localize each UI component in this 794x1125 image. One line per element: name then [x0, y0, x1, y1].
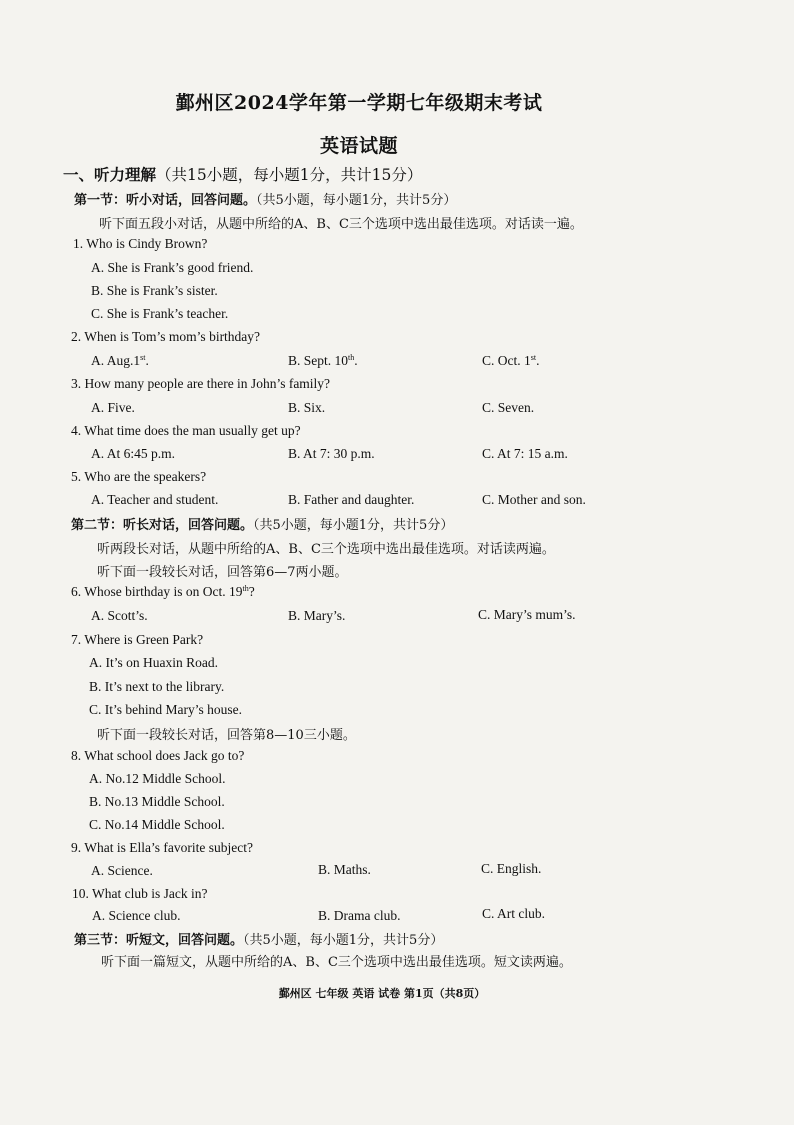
- q2-a-post: .: [145, 353, 149, 368]
- page-footer: [0, 985, 794, 1001]
- q2-b-text: B. Sept. 10: [288, 353, 349, 368]
- section2-title-label: 第二节：听长对话，回答问题。: [71, 518, 254, 533]
- q2-b-post: .: [354, 353, 358, 368]
- q6-stem-text: 6. Whose birthday is on Oct. 19: [71, 584, 243, 599]
- q7-option-b: B. It’s next to the library.: [89, 679, 225, 694]
- section3-title: [74, 929, 443, 948]
- q1-stem: 1. Who is Cindy Brown?: [73, 236, 208, 251]
- q2-b-sup: th: [348, 353, 355, 362]
- q4-option-c: C. At 7: 15 a.m.: [482, 446, 568, 461]
- q7-option-a: A. It’s on Huaxin Road.: [89, 655, 218, 670]
- q9-option-b: B. Maths.: [318, 862, 371, 877]
- q2-c-post: .: [536, 353, 540, 368]
- q10-stem: 10. What club is Jack in?: [72, 886, 208, 901]
- q6-option-c: C. Mary’s mum’s.: [478, 607, 576, 622]
- q6-option-b: B. Mary’s.: [288, 608, 346, 623]
- q10-option-c: C. Art club.: [482, 906, 545, 921]
- section2-title: [71, 514, 453, 533]
- section3-title-label: 第三节：听短文，回答问题。: [74, 933, 244, 948]
- q2-a-sup: st: [140, 353, 146, 362]
- q6-stem: [71, 584, 255, 600]
- q5-option-a: A. Teacher and student.: [91, 492, 219, 507]
- q2-stem: 2. When is Tom’s mom’s birthday?: [71, 329, 261, 344]
- q2-a-text: A. Aug.1: [91, 353, 141, 368]
- q9-stem: 9. What is Ella’s favorite subject?: [71, 840, 253, 855]
- section2-lead-2: 听下面一段较长对话，回答第8—10三小题。: [97, 728, 356, 743]
- q2-c-text: C. Oct. 1: [482, 353, 531, 368]
- section3-note: （共5小题，每小题1分，共计5分）: [243, 933, 444, 948]
- q8-option-c: C. No.14 Middle School.: [89, 817, 225, 832]
- q4-option-a: A. At 6:45 p.m.: [91, 446, 176, 461]
- part1-heading-label: 一、听力理解: [63, 165, 157, 184]
- part1-heading: [63, 163, 422, 185]
- q3-option-a: A. Five.: [91, 400, 135, 415]
- q10-option-b: B. Drama club.: [318, 908, 401, 923]
- section2-instruction: 听两段长对话，从题中所给的A、B、C三个选项中选出最佳选项。对话读两遍。: [97, 542, 555, 557]
- section2-note: （共5小题，每小题1分，共计5分）: [253, 518, 454, 533]
- q7-option-c: C. It’s behind Mary’s house.: [89, 702, 242, 717]
- q3-stem: 3. How many people are there in John’s family?: [71, 376, 331, 391]
- q1-option-b: B. She is Frank’s sister.: [91, 283, 218, 298]
- q2-option-b: [288, 353, 358, 369]
- section1-note: （共5小题，每小题1分，共计5分）: [256, 193, 457, 208]
- q5-option-c: C. Mother and son.: [482, 492, 586, 507]
- q3-option-b: B. Six.: [288, 400, 326, 415]
- q1-option-c: C. She is Frank’s teacher.: [91, 306, 229, 321]
- q1-option-a: A. She is Frank’s good friend.: [91, 260, 254, 275]
- section1-instruction: 听下面五段小对话，从题中所给的A、B、C三个选项中选出最佳选项。对话读一遍。: [99, 217, 583, 232]
- q4-option-b: B. At 7: 30 p.m.: [288, 446, 375, 461]
- exam-title: 鄞州区2024学年第一学期七年级期末考试: [175, 92, 543, 114]
- part1-heading-note: （共15小题，每小题1分，共计15分）: [156, 166, 423, 184]
- q8-stem: 8. What school does Jack go to?: [71, 748, 245, 763]
- q2-option-a: [91, 353, 149, 369]
- q3-option-c: C. Seven.: [482, 400, 535, 415]
- q6-option-a: A. Scott’s.: [91, 608, 148, 623]
- page-footer-text: 鄞州区 七年级 英语 试卷 第1页（共8页）: [278, 987, 486, 1000]
- q8-option-a: A. No.12 Middle School.: [89, 771, 226, 786]
- section1-title: [74, 189, 456, 208]
- section3-instruction: 听下面一篇短文，从题中所给的A、B、C三个选项中选出最佳选项。短文读两遍。: [101, 955, 572, 970]
- q9-option-c: C. English.: [481, 861, 542, 876]
- q2-option-c: [482, 353, 539, 369]
- q2-c-sup: st: [530, 353, 537, 362]
- q5-option-b: B. Father and daughter.: [288, 492, 415, 507]
- section2-lead-1: 听下面一段较长对话，回答第6—7两小题。: [97, 565, 348, 580]
- q7-stem: 7. Where is Green Park?: [71, 632, 204, 647]
- q8-option-b: B. No.13 Middle School.: [89, 794, 225, 809]
- q6-stem-post: ?: [248, 584, 255, 599]
- q9-option-a: A. Science.: [91, 863, 153, 878]
- q10-option-a: A. Science club.: [92, 908, 181, 923]
- q4-stem: 4. What time does the man usually get up?: [71, 423, 301, 438]
- q5-stem: 5. Who are the speakers?: [71, 469, 207, 484]
- section1-title-label: 第一节：听小对话，回答问题。: [74, 193, 257, 208]
- q6-stem-sup: th: [242, 584, 249, 593]
- exam-subtitle: 英语试题: [319, 135, 398, 157]
